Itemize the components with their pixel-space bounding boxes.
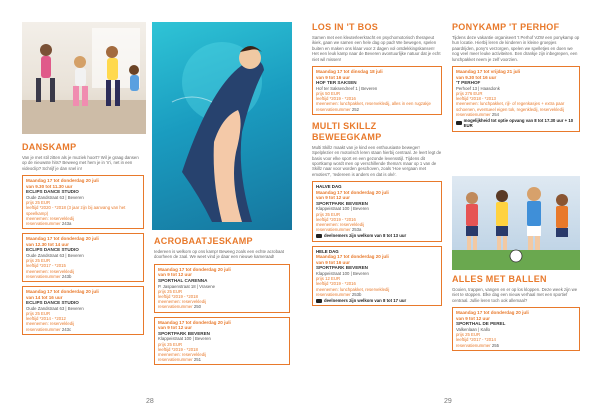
res-label: reservatienummer (158, 304, 193, 310)
page-number-right: 29 (444, 398, 452, 405)
danskamp-block-2 (22, 233, 144, 282)
res-number: 243b (61, 273, 72, 279)
block-age: leeftijd *2017 - *2014 (456, 337, 496, 343)
block-res (158, 304, 286, 309)
block-addr: Oude Zandstraat 63 | Beveren (26, 305, 84, 311)
block-addr: Klappeistraat 100 | Beveren (316, 206, 369, 212)
block-note (316, 298, 438, 303)
block-time: van 9 tot 16 uur (316, 259, 350, 265)
block-bring: meenemen: reservekledij (158, 299, 207, 305)
block-date: Maandag 17 tot donderdag 20 juli (158, 266, 231, 272)
block-price: prijs 25 EUR (158, 288, 183, 294)
block-org: SPORTPARK BEVEREN (316, 265, 368, 271)
block-res (26, 274, 140, 279)
block-date: Maandag 17 tot donderdag 20 juli (158, 319, 231, 325)
res-label: reservatienummer (26, 326, 61, 332)
block-age: leeftijd *2014 - *2012 (26, 316, 66, 322)
block-org: ECLIPS DANCE STUDIO (26, 247, 79, 253)
acro-block-2 (154, 317, 290, 366)
bus-icon (316, 234, 322, 238)
block-addr: Klappeistraat 100 | Beveren (316, 271, 369, 277)
block-addr: Perhoef 13 | Haasdonk (456, 85, 500, 91)
block-time: van 14 tot 16 uur (26, 294, 63, 300)
res-number: 253a (351, 227, 362, 233)
bus-icon (456, 121, 462, 125)
block-age: leeftijd *2019 - *2018 (158, 294, 198, 299)
block-date: Maandag 17 tot donderdag 20 juli (316, 189, 389, 195)
block-date: Maandag 17 tot donderdag 20 juli (26, 236, 99, 242)
res-number: 253b (351, 291, 362, 297)
block-res (316, 107, 438, 112)
pony-intro: Tijdens deze vakantie organiseert 't Perhof VZW een ponykamp op hun locatie. Hierbij leren de kinderen in kleine groepjes paardrijden, pony's verzorgen, spelen we spelletjes en doen we nog veel meer leuke activiteiten. Een drankje zijn inbegrepen, een lunchpakket neem je zelf voorzien. (452, 35, 580, 62)
res-number: 250 (193, 304, 201, 310)
block-org: 'T PERHOF (456, 80, 481, 86)
block-bring: meenemen: reservekledij (26, 268, 75, 274)
block-price: prijs 276 EUR (456, 91, 483, 97)
res-label: reservatienummer (316, 291, 351, 297)
block-price: prijs 25 EUR (158, 341, 183, 347)
ballen-title: ALLES MET BALLEN (452, 274, 547, 284)
res-number: 254 (491, 111, 499, 117)
bos-title: LOS IN 'T BOS (312, 22, 379, 32)
block-res (158, 357, 286, 362)
skillz-block-1 (312, 181, 442, 242)
res-label: reservatienummer (26, 221, 61, 227)
ponykamp-section (452, 22, 580, 132)
page-number-left: 28 (146, 398, 154, 405)
ballen-intro: Gooien, trappen, vangen en er op los kloppen. Deze week zijn we niet te stoppen. Elke dag een nieuw verhaal met een sportief centraal. Jullie leren toch ook allemaal? (452, 287, 578, 303)
bos-block (312, 66, 442, 115)
note-text: mogelijkheid tot optie opvang van 8 tot 17.30 uur + 10 EUR (463, 118, 574, 129)
block-price: prijs 12 EUR (316, 276, 341, 282)
ballen-block (452, 307, 580, 351)
block-bring: meenemen: lunchpakket, rijl- of regenkasjes + extra paar schoenen, eventueel eigen tok, regenkledij, reservekledij (456, 101, 565, 112)
block-bring: meenemen: reservekledij (26, 215, 75, 221)
block-time: van 9.30 tot 16 uur (456, 74, 497, 80)
block-bring: meenemen: reservekledij (316, 222, 365, 228)
dance-photo (22, 22, 146, 134)
note-text: deelnemers zijn welkom van 8 tot 17 uur (324, 298, 407, 304)
kids-football-photo (452, 176, 580, 270)
skillz-title: MULTI SKILLZ BEWEEGKAMP (312, 120, 382, 142)
block-org: SPORTHAL CARENNA (158, 278, 208, 283)
block-addr: Oude Zandstraat 63 | Beveren (26, 253, 84, 258)
danskamp-intro: Van je met stil zitten als je muziek hoort? Wil je graag dansen op de nieuwste hits? Beweeg met hem je in 'n'i, net in een videoclip? Schrijf je dan snel in! (22, 155, 139, 171)
bos-intro: Samen met een kleuterleerkracht en psychomotorisch therapeut ikiek, gaan we samen een hele dag op pad! We bewegen, spelen buiten en maken ons klaar voor 2 dagen vol ontdekkingskansen! Het een leuk kamp naar de Beveren avontuurlijke natuur dat je echt niet wil missen! (312, 35, 441, 62)
block-time: van 12.30 tot 14 uur (26, 241, 69, 247)
res-number: 243c (61, 326, 72, 332)
block-date: Maandag 17 tot donderdag 20 juli (26, 178, 99, 184)
block-org: ECLIPS DANCE STUDIO (26, 300, 79, 306)
block-age: leeftijd *2019 - *2018 (158, 346, 198, 352)
block-note (316, 233, 438, 238)
block-age: leeftijd *2018 - *2013 (456, 96, 496, 102)
res-label: reservatienummer (316, 227, 351, 233)
block-price: prijs 25 EUR (26, 311, 51, 316)
block-age: leeftijd *2019 - *2016 (316, 96, 356, 102)
skillz-block-2 (312, 246, 442, 307)
danskamp-block-3 (22, 286, 144, 335)
pony-title: PONYKAMP 'T PERHOF (452, 22, 560, 32)
block-bring: meenemen: lunchpakket, reservekledij, alles in een rugzakje (316, 101, 431, 107)
block-addr: P. Jaspaenstraat 18 | Vrasene (158, 283, 216, 289)
res-number: 251 (193, 357, 201, 363)
danskamp-section (22, 142, 144, 335)
block-time: van 9 tot 12 uur (158, 325, 192, 331)
acrobaatjeskamp-section (154, 236, 290, 365)
block-org: SPORTHAL DE PEREL (456, 321, 506, 327)
block-addr: Oude Zandstraat 63 | Beveren (26, 195, 84, 200)
res-label: reservatienummer (456, 111, 491, 117)
res-number: 243a (61, 221, 72, 227)
block-head: HELE DAG (316, 248, 339, 254)
block-age: leeftijd *2019 - *2016 (316, 216, 356, 222)
block-addr: Hof ter Saksendreef 1 | Beveren (316, 85, 378, 91)
block-bring: meenemen: reservekledij (158, 352, 207, 357)
block-addr: Klappeistraat 100 | Beveren (158, 336, 211, 342)
block-time: van 9 tot 16 uur (316, 74, 350, 80)
block-note (456, 118, 576, 129)
pony-block (452, 66, 580, 132)
block-org: SPORTPARK BEVEREN (158, 330, 210, 336)
block-org: SPORTPARK BEVEREN (316, 200, 368, 206)
note-text: deelnemers zijn welkom van 8 tot 13 uur (324, 233, 407, 239)
block-res (26, 327, 140, 332)
bus-icon (316, 299, 322, 303)
block-date: Maandag 17 tot dinsdag 18 juli (316, 69, 383, 75)
block-res (316, 292, 438, 297)
block-res (316, 227, 438, 232)
block-age: leeftijd *2020 - *2018 (3 jaar zijn bij aanvang van het speelkamp) (26, 205, 126, 216)
block-head: HALVE DAG (316, 184, 342, 190)
block-date: Maandag 17 tot donderdag 20 juli (316, 254, 389, 260)
block-date: Maandag 17 tot vrijdag 21 juli (456, 69, 521, 75)
block-date: Maandag 17 tot donderdag 20 juli (26, 289, 99, 295)
block-price: prijs 35 EUR (316, 211, 341, 217)
block-res (456, 343, 576, 348)
res-number: 252 (351, 106, 359, 112)
block-bring: meenemen: reservekledij (26, 321, 75, 327)
block-age: leeftijd *2017 - *2015 (26, 263, 66, 269)
danskamp-title: DANSKAMP (22, 142, 77, 152)
block-time: van 9 tot 12 uur (316, 195, 350, 201)
res-label: reservatienummer (158, 357, 193, 363)
acro-block-1 (154, 264, 290, 313)
block-org: HOF TER SAKSEN (316, 80, 357, 86)
block-res (26, 221, 140, 226)
block-time: van 9 tot 12 uur (158, 272, 192, 278)
block-date: Maandag 17 tot donderdag 20 juli (456, 310, 529, 316)
res-label: reservatienummer (456, 342, 491, 348)
los-in-t-bos-section (312, 22, 442, 306)
block-price: prijs 50 EUR (316, 91, 341, 97)
res-label: reservatienummer (26, 273, 61, 279)
danskamp-block-1 (22, 175, 144, 229)
block-addr: Valkenlaan | Kallo (456, 327, 491, 332)
block-price: prijs 25 EUR (26, 258, 51, 264)
block-age: leeftijd *2019 - *2016 (316, 281, 356, 287)
acrobaatjeskamp-title: ACROBAATJESKAMP (154, 236, 253, 246)
res-number: 255 (491, 342, 499, 348)
block-time: van 9 tot 12 uur (456, 315, 490, 321)
gymnast-photo (152, 22, 292, 230)
block-price: prijs 25 EUR (26, 200, 51, 206)
block-price: prijs 25 EUR (456, 332, 481, 338)
block-time: van 9.30 tot 11.30 uur (26, 183, 73, 189)
skillz-intro: Multi Skillz maakt van je kind een enthousiaste beweger! Spelplezier en motorisch leren staan hierbij centraal. Je leert legt de basis voor elke sport en een gezonde levensstijl. Tijdens dit sportkamp wordt men op verschillende thema's maar op 1 van de Skillz naar voor worden geschoven, zoals 'Hoe vergaan met emoties?', 'Iedereen is anders en dat is oké'. (312, 144, 442, 177)
block-res (456, 112, 576, 117)
block-bring: meenemen: lunchpakket, reservekledij (316, 286, 390, 292)
acrobaatjeskamp-intro: Iedereen is welkom op ons kamp! Beweeg zoals een echte acrobaat doorheen de zaal. We weet vind je daar een nieuwe kameraad! (154, 249, 284, 260)
block-org: ECLIPS DANCE STUDIO (26, 189, 79, 195)
res-label: reservatienummer (316, 106, 351, 112)
alles-met-ballen-section (452, 274, 580, 351)
